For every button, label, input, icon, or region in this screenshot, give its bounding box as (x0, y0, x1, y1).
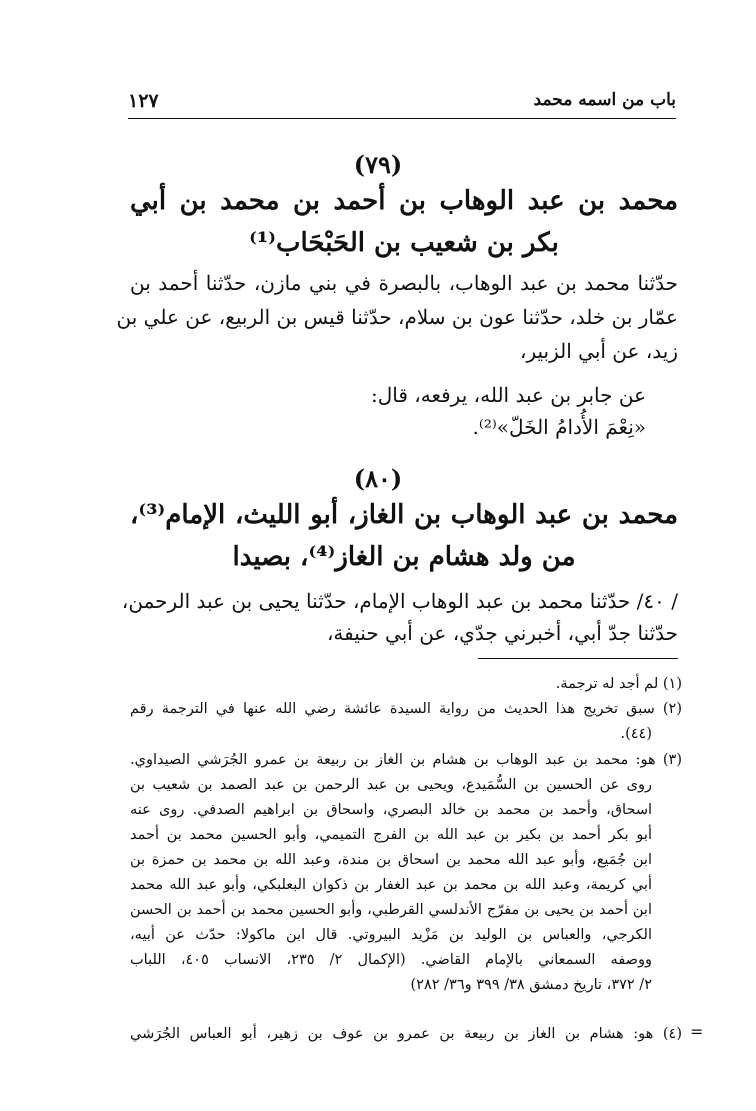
page-number: ١٢٧ (128, 90, 159, 112)
text-line: حدّثنا محمد بن عبد الوهاب، بالبصرة في بني مازن، حدّثنا أحمد بن (130, 271, 678, 295)
footnote-divider (478, 658, 678, 659)
entry-title-79: محمد بن عبد الوهاب بن أحمد بن محمد بن أبي بكر بن شعيب بن الحَبْحَاب⁽¹⁾ (130, 186, 678, 258)
entry-title-80: محمد بن عبد الوهاب بن الغاز، أبو الليث، الإمام⁽³⁾، من ولد هشام بن الغاز⁽⁴⁾، بصيدا (130, 500, 678, 572)
running-title: باب من اسمه محمد (533, 90, 676, 110)
page-header (128, 88, 676, 119)
footnote-2-cont: (٤٤). (620, 726, 652, 742)
footnote-4: (٤) هو: هشام بن الغاز بن ربيعة بن عمرو بن عوف بن زهير، أبو العباس الجُرَشي (130, 1026, 682, 1042)
entry-number-80: (٨٠) (353, 464, 403, 493)
footnote-3: (٣) هو: محمد بن عبد الوهاب بن هشام بن الغاز بن ربيعة بن عمرو الجُرَشي الصيداوي. (130, 752, 682, 768)
footnote-3-line: أبي كريمة، وعبد الله بن محمد بن عبد الغفار بن ذكوان البعلبكي، وأبو عبد الله محمد (130, 877, 652, 893)
footnote-3-line: ابن جُمَيع، وأبو عبد الله محمد بن اسحاق بن مندة، وعبد الله بن محمد بن حمزة بن (130, 852, 652, 868)
footnote-3-line: ووصفه السمعاني بالإمام القاضي. (الإكمال ٢/ ٢٣٥، الانساب ٤٠٥، اللباب (130, 952, 652, 968)
text-line: زيد، عن أبي الزبير، (520, 339, 678, 363)
continuation-mark: = (690, 1022, 704, 1041)
footnote-3-line: اسحاق، وأحمد بن محمد بن خالد البصري، واسحاق بن ابراهيم الصدفي. روى عنه (130, 802, 652, 818)
entry-number-79: (٧٩) (353, 150, 403, 179)
text-line: / ٤٠/ حدّثنا محمد بن عبد الوهاب الإمام، حدّثنا يحيى بن عبد الرحمن، (121, 589, 678, 613)
text-line: عن جابر بن عبد الله، يرفعه، قال: (371, 383, 646, 407)
footnote-3-line: روى عن الحسين بن السُّمَيدع، ويحيى بن عبد الرحمن بن عبد الصمد بن شعيب بن (130, 777, 652, 793)
footnote-3-line: ابن أحمد بن يحيى بن مفرّج الأندلسي القرطبي، وأبو الحسين محمد بن أحمد بن الحسن (130, 902, 652, 918)
footnote-3-line: الكرجي، والعباس بن الوليد بن مَزْيد البيروتي. قال ابن ماكولا: حدّث عن أبيه، (130, 927, 652, 943)
text-line: عمّار بن خلد، حدّثنا عون بن سلام، حدّثنا قيس بن الربيع، عن علي بن (116, 305, 678, 329)
footnote-2: (٢) سبق تخريج هذا الحديث من رواية السيدة عائشة رضي الله عنها في الترجمة رقم (130, 701, 682, 717)
footnote-3-line: أبو بكر أحمد بن بكير بن عبد الله بن الفرج التميمي، وأبو الحسين محمد بن أحمد (130, 827, 652, 843)
hadith-text: «نِعْمَ الأُدامُ الخَلّ»⁽²⁾. (472, 415, 646, 439)
footnote-1: (١) لم أجد له ترجمة. (555, 676, 682, 692)
text-line: حدّثنا جدّ أبي، أخبرني جدّي، عن أبي حنيفة، (326, 621, 678, 645)
footnote-3-line: ٢/ ٣٧٢، تاريخ دمشق ٣٨/ ٣٩٩ و٣٦/ ٢٨٢) (410, 977, 652, 993)
